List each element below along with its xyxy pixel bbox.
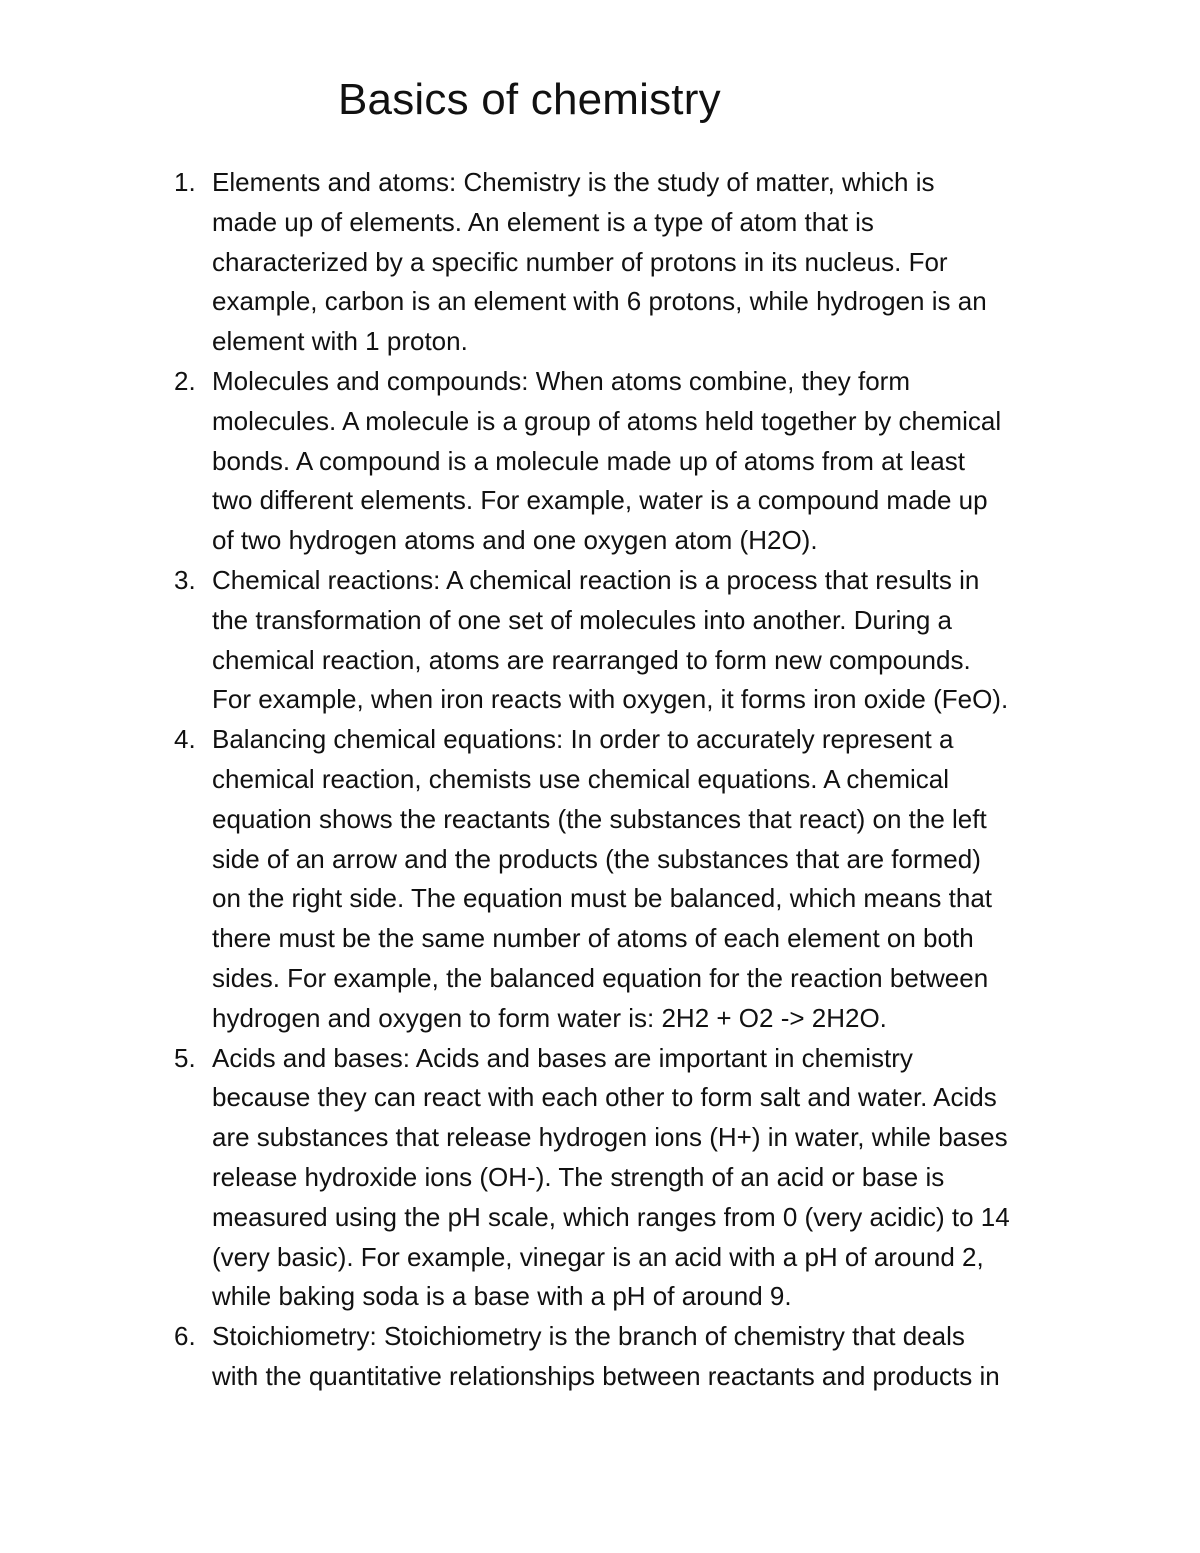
list-item-line: Balancing chemical equations: In order to accurately represent a — [212, 724, 954, 755]
list-item-line: Stoichiometry: Stoichiometry is the branch of chemistry that deals — [212, 1321, 965, 1352]
list-item-line: Acids and bases: Acids and bases are important in chemistry — [212, 1042, 913, 1073]
list-item-3 — [174, 561, 1112, 720]
list-item-line: because they can react with each other to form salt and water. Acids — [212, 1082, 997, 1113]
list-item-line: chemical reaction, atoms are rearranged to form new compounds. — [212, 644, 971, 675]
list-item-line: while baking soda is a base with a pH of around 9. — [212, 1281, 792, 1312]
list-item-line: molecules. A molecule is a group of atoms held together by chemical — [212, 405, 1002, 436]
list-item-line: equation shows the reactants (the substances that react) on the left — [212, 803, 987, 834]
list-item-line: hydrogen and oxygen to form water is: 2H2 + O2 -> 2H2O. — [212, 1002, 887, 1033]
list-item-line: chemical reaction, chemists use chemical equations. A chemical — [212, 763, 950, 794]
list-item-6 — [174, 1317, 1112, 1397]
list-item-line: For example, when iron reacts with oxygen, it forms iron oxide (FeO). — [212, 684, 1009, 715]
list-item-line: sides. For example, the balanced equation for the reaction between — [212, 962, 989, 993]
list-item-line: measured using the pH scale, which ranges from 0 (very acidic) to 14 — [212, 1201, 1010, 1232]
list-item-4 — [174, 720, 1112, 1038]
list-item-line: the transformation of one set of molecules into another. During a — [212, 604, 952, 635]
page-title: Basics of chemistry — [338, 75, 721, 124]
list-item-number: 6. — [174, 1321, 196, 1352]
list-item-1 — [174, 163, 1112, 362]
list-item-line: there must be the same number of atoms of each element on both — [212, 923, 974, 954]
list-item-line: are substances that release hydrogen ions (H+) in water, while bases — [212, 1122, 1008, 1153]
list-item-line: with the quantitative relationships between reactants and products in — [212, 1360, 1000, 1391]
list-item-line: made up of elements. An element is a type of atom that is — [212, 206, 874, 237]
list-item-line: two different elements. For example, water is a compound made up — [212, 485, 988, 516]
list-item-line: on the right side. The equation must be balanced, which means that — [212, 883, 993, 914]
list-item-line: bonds. A compound is a molecule made up of atoms from at least — [212, 445, 965, 476]
list-item-line: Chemical reactions: A chemical reaction is a process that results in — [212, 564, 980, 595]
list-item-number: 3. — [174, 564, 196, 595]
list-item-line: element with 1 proton. — [212, 326, 468, 357]
list-item-line: characterized by a specific number of protons in its nucleus. For — [212, 246, 948, 277]
list-item-line: (very basic). For example, vinegar is an acid with a pH of around 2, — [212, 1241, 984, 1272]
list-item-line: release hydroxide ions (OH-). The strength of an acid or base is — [212, 1161, 945, 1192]
numbered-list — [174, 163, 1112, 1397]
list-item-line: example, carbon is an element with 6 protons, while hydrogen is an — [212, 286, 987, 317]
list-item-number: 4. — [174, 724, 196, 755]
list-item-line: of two hydrogen atoms and one oxygen atom (H2O). — [212, 525, 818, 556]
list-item-line: side of an arrow and the products (the substances that are formed) — [212, 843, 981, 874]
list-item-line: Molecules and compounds: When atoms combine, they form — [212, 365, 911, 396]
list-item-number: 5. — [174, 1042, 196, 1073]
list-item-line: Elements and atoms: Chemistry is the study of matter, which is — [212, 167, 935, 197]
list-item-number: 1. — [174, 167, 196, 197]
list-item-number: 2. — [174, 365, 196, 396]
list-item-2 — [174, 362, 1112, 561]
list-item-5 — [174, 1039, 1112, 1318]
